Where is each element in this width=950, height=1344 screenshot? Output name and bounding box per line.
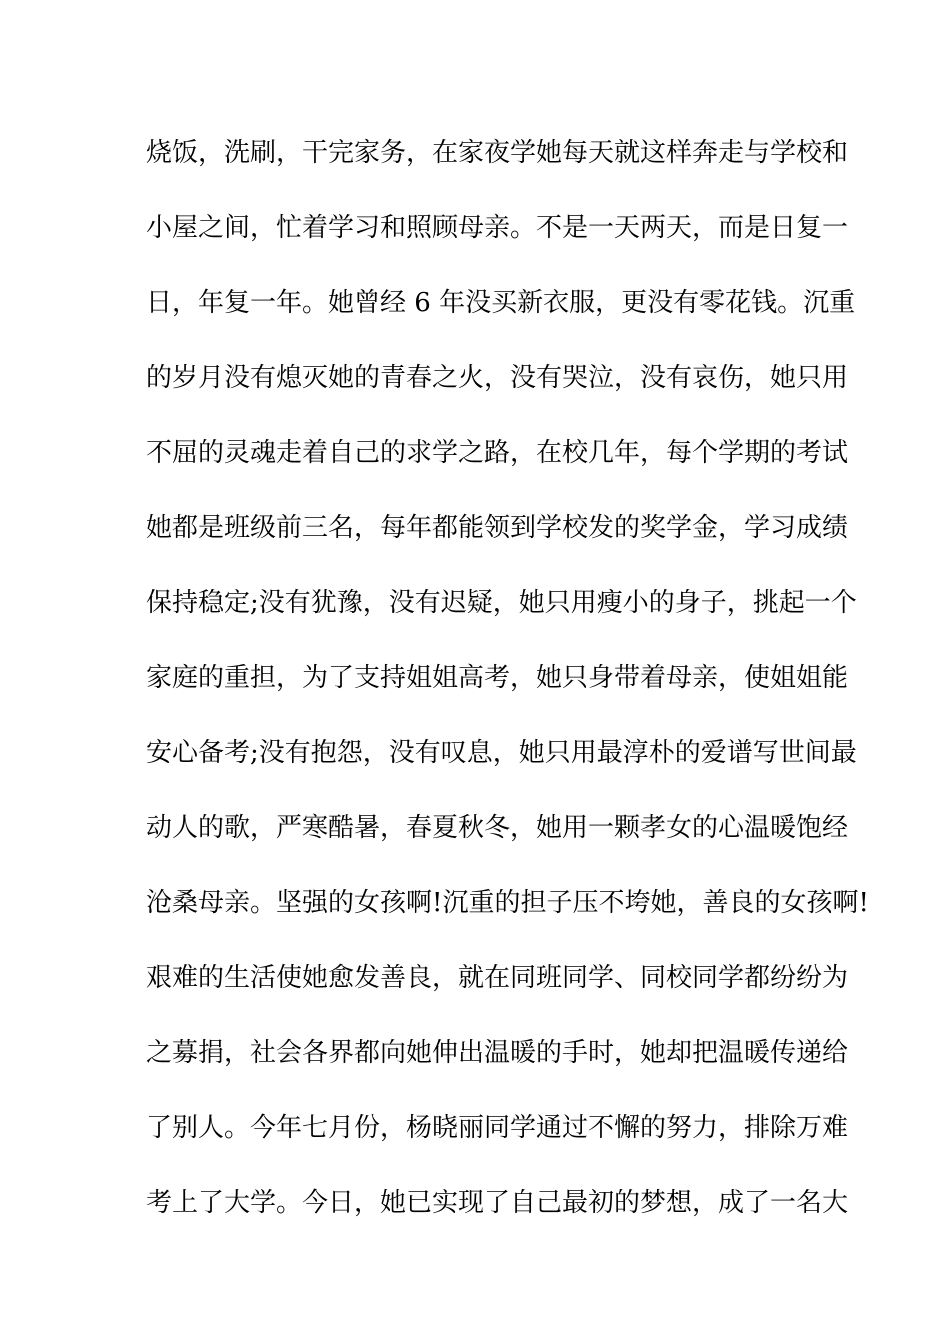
text-line-13: 之募捐，社会各界都向她伸出温暖的手时，她却把温暖传递给 <box>146 1038 849 1068</box>
text-line-15: 考上了大学。今日，她已实现了自己最初的梦想，成了一名大 <box>146 1188 849 1218</box>
text-line-1: 烧饭，洗刷，干完家务，在家夜学她每天就这样奔走与学校和 <box>146 138 849 168</box>
text-line-4: 的岁月没有熄灭她的青春之火，没有哭泣，没有哀伤，她只用 <box>146 363 849 393</box>
body-text <box>146 133 869 1258</box>
text-line-2: 小屋之间，忙着学习和照顾母亲。不是一天两天，而是日复一 <box>146 213 849 243</box>
text-line-9: 安心备考;没有抱怨，没有叹息，她只用最淳朴的爱谱写世间最 <box>146 738 857 768</box>
text-line-5: 不屈的灵魂走着自己的求学之路，在校几年，每个学期的考试 <box>146 438 849 468</box>
text-line-10: 动人的歌，严寒酷暑，春夏秋冬，她用一颗孝女的心温暖饱经 <box>146 813 849 843</box>
text-line-8: 家庭的重担，为了支持姐姐高考，她只身带着母亲，使姐姐能 <box>146 663 849 693</box>
text-line-14: 了别人。今年七月份，杨晓丽同学通过不懈的努力，排除万难 <box>146 1113 849 1143</box>
text-line-3: 日，年复一年。她曾经 6 年没买新衣服，更没有零花钱。沉重 <box>146 288 856 318</box>
text-line-12: 艰难的生活使她愈发善良，就在同班同学、同校同学都纷纷为 <box>146 963 849 993</box>
text-line-6: 她都是班级前三名，每年都能领到学校发的奖学金，学习成绩 <box>146 513 849 543</box>
text-line-7: 保持稳定;没有犹豫，没有迟疑，她只用瘦小的身子，挑起一个 <box>146 588 857 618</box>
text-line-11: 沧桑母亲。坚强的女孩啊!沉重的担子压不垮她，善良的女孩啊! <box>146 888 869 918</box>
